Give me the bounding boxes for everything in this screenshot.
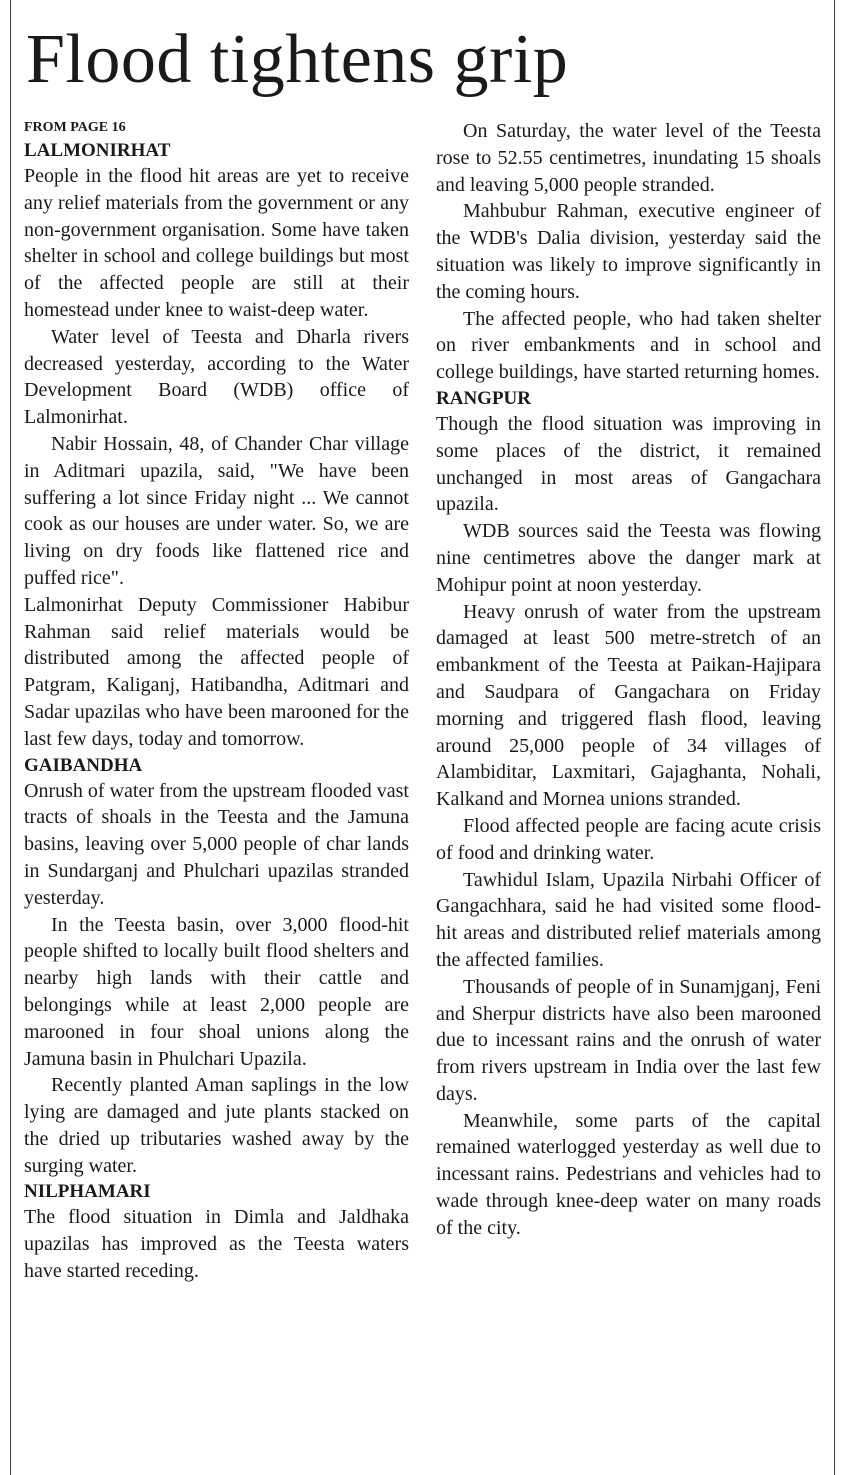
- paragraph: Tawhidul Islam, Upazila Nirbahi Officer of Gangachhara, said he had visited some flood-hit areas and distributed relief materials among the affected families.: [436, 868, 821, 971]
- paragraph: Nabir Hossain, 48, of Chander Char village in Aditmari upazila, said, "We have been suffering a lot since Friday night ... We cannot cook as our houses are under water. So, we are living on dry foods like flattened rice and puffed rice".: [24, 432, 409, 589]
- headline: Flood tightens grip: [26, 21, 569, 98]
- paragraph: People in the flood hit areas are yet to receive any relief materials from the government or any non-government organisation. Some have taken shelter in school and college buildings but most of the affected people are still at their homestead under knee to waist-deep water.: [24, 165, 409, 321]
- paragraph: Heavy onrush of water from the upstream damaged at least 500 metre-stretch of an embankment of the Teesta at Paikan-Hajipara and Saudpara of Gangachara on Friday morning and triggered flash flood, leaving around 25,000 people of 34 villages of Alambiditar, Laxmitari, Gajaghanta, Nohali, Kalkand and Mornea unions stranded.: [436, 600, 821, 811]
- right-border-rule: [834, 0, 835, 1475]
- subhead-nilphamari: NILPHAMARI: [24, 1181, 151, 1203]
- paragraph: Flood affected people are facing acute crisis of food and drinking water.: [436, 814, 821, 864]
- paragraph: Though the flood situation was improving in some places of the district, it remained unchanged in most areas of Gangachara upazila.: [436, 412, 821, 516]
- paragraph: WDB sources said the Teesta was flowing nine centimetres above the danger mark at Mohipur point at noon yesterday.: [436, 520, 821, 596]
- subhead-rangpur: RANGPUR: [436, 387, 531, 409]
- paragraph: Thousands of people of in Sunamjganj, Feni and Sherpur districts have also been marooned due to incessant rains and the onrush of water from rivers upstream in India over the last few days.: [436, 975, 821, 1105]
- paragraph: On Saturday, the water level of the Teesta rose to 52.55 centimetres, inundating 15 shoals and leaving 5,000 people stranded.: [436, 120, 821, 196]
- paragraph: Meanwhile, some parts of the capital remained waterlogged yesterday as well due to incessant rains. Pedestrians and vehicles had to wade through knee-deep water on many roads of the city.: [436, 1109, 821, 1239]
- paragraph: In the Teesta basin, over 3,000 flood-hit people shifted to locally built flood shelters and nearby high lands with their cattle and belongings while at least 2,000 people are marooned in four shoal unions along the Jamuna basin in Phulchari Upazila.: [24, 913, 409, 1070]
- subhead-gaibandha: GAIBANDHA: [24, 754, 143, 776]
- paragraph: Water level of Teesta and Dharla rivers decreased yesterday, according to the Water Development Board (WDB) office of Lalmonirhat.: [24, 325, 409, 429]
- left-border-rule: [10, 0, 11, 1475]
- dateline: FROM PAGE 16: [24, 120, 126, 135]
- left-column: [24, 118, 409, 1285]
- right-column: [436, 118, 821, 1242]
- paragraph: The flood situation in Dimla and Jaldhaka upazilas has improved as the Teesta waters have started receding.: [24, 1206, 409, 1283]
- paragraph: Mahbubur Rahman, executive engineer of the WDB's Dalia division, yesterday said the situation was likely to improve significantly in the coming hours.: [436, 200, 821, 303]
- paragraph: The affected people, who had taken shelter on river embankments and in school and college buildings, have started returning homes.: [436, 307, 821, 384]
- paragraph: Lalmonirhat Deputy Commissioner Habibur Rahman said relief materials would be distributed among the affected people of Patgram, Kaliganj, Hatibandha, Aditmari and Sadar upazilas who have been marooned for the last few days, today and tomorrow.: [24, 593, 409, 750]
- paragraph: Recently planted Aman saplings in the low lying are damaged and jute plants stacked on the dried up tributaries washed away by the surging water.: [24, 1074, 409, 1177]
- subhead-lalmonirhat: LALMONIRHAT: [24, 140, 171, 161]
- paragraph: Onrush of water from the upstream flooded vast tracts of shoals in the Teesta and the Jamuna basins, leaving over 5,000 people of char lands in Sundarganj and Phulchari upazilas stranded yesterday.: [24, 779, 409, 909]
